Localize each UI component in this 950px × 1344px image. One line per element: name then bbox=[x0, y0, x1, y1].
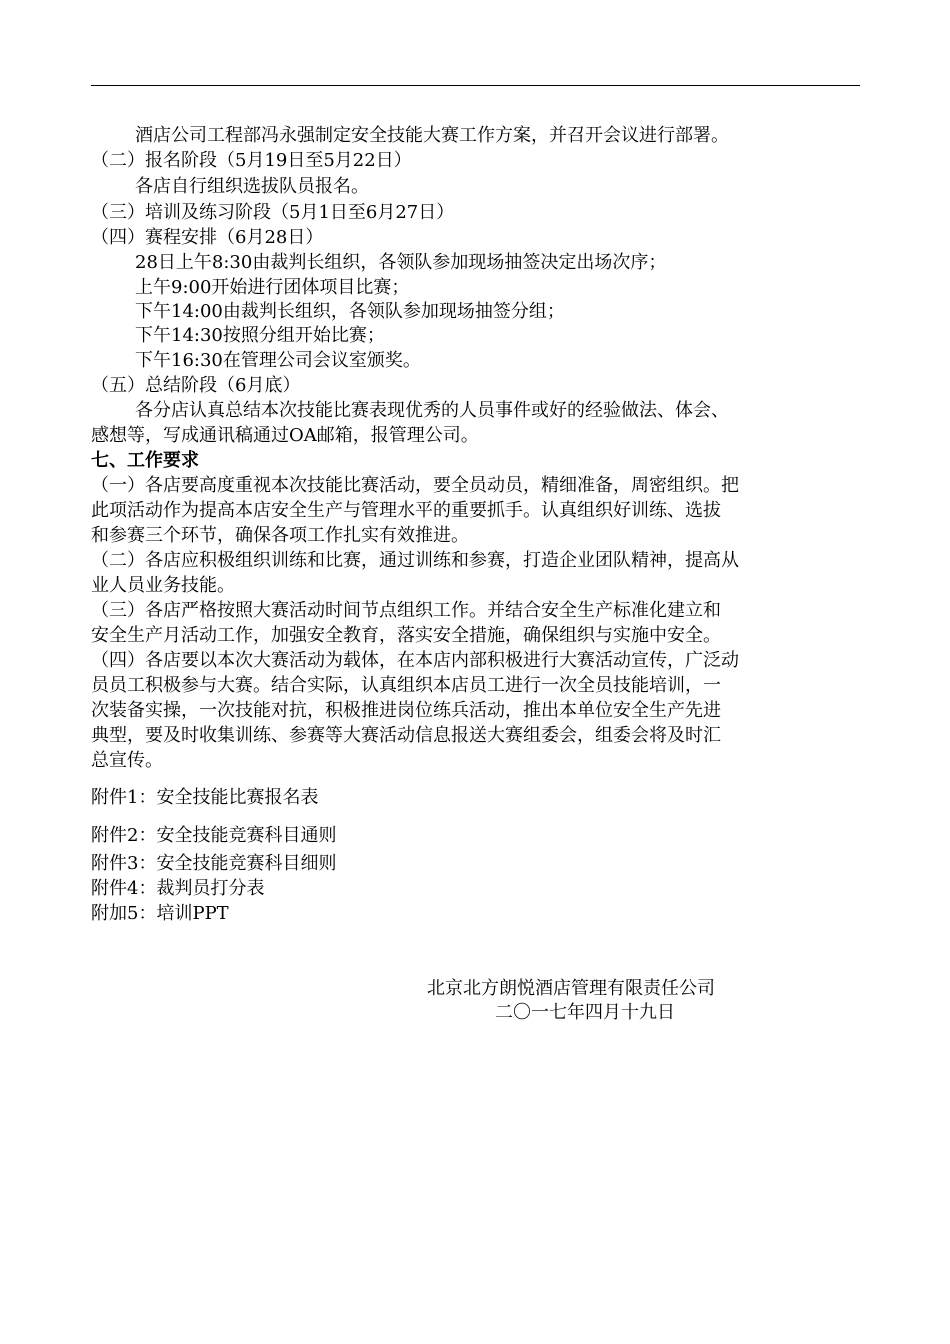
attachment-item: 附加5：培训PPT bbox=[91, 903, 229, 924]
attachment-item: 附件3：安全技能竞赛科目细则 bbox=[91, 853, 337, 874]
schedule-item: 下午16:30在管理公司会议室颁奖。 bbox=[135, 350, 421, 371]
requirement-line: 和参赛三个环节，确保各项工作扎实有效推进。 bbox=[91, 525, 469, 546]
requirement-line: 此项活动作为提高本店安全生产与管理水平的重要抓手。认真组织好训练、选拔 bbox=[91, 500, 721, 521]
signature-date: 二〇一七年四月十九日 bbox=[495, 1002, 675, 1023]
signature-company: 北京北方朗悦酒店管理有限责任公司 bbox=[427, 978, 715, 999]
schedule-item: 上午9:00开始进行团体项目比赛； bbox=[135, 277, 410, 298]
attachment-item: 附件1：安全技能比赛报名表 bbox=[91, 787, 319, 808]
requirement-line: （二）各店应积极组织训练和比赛，通过训练和参赛，打造企业团队精神，提高从 bbox=[91, 550, 739, 571]
stage4-title: （四）赛程安排（6月28日） bbox=[91, 227, 324, 248]
attachment-item: 附件4：裁判员打分表 bbox=[91, 878, 265, 899]
requirement-line: 次装备实操，一次技能对抗，积极推进岗位练兵活动，推出本单位安全生产先进 bbox=[91, 700, 721, 721]
requirement-line: 业人员业务技能。 bbox=[91, 575, 235, 596]
stage5-body-line: 感想等，写成通讯稿通过OA邮箱，报管理公司。 bbox=[91, 425, 479, 446]
requirement-line: 安全生产月活动工作，加强安全教育，落实安全措施，确保组织与实施中安全。 bbox=[91, 625, 721, 646]
requirement-line: 员员工积极参与大赛。结合实际，认真组织本店员工进行一次全员技能培训，一 bbox=[91, 675, 721, 696]
stage5-body-line: 各分店认真总结本次技能比赛表现优秀的人员事件或好的经验做法、体会、 bbox=[135, 400, 729, 421]
stage2-body: 各店自行组织选拔队员报名。 bbox=[135, 176, 369, 197]
section7-heading: 七、工作要求 bbox=[91, 450, 199, 471]
intro-paragraph: 酒店公司工程部冯永强制定安全技能大赛工作方案，并召开会议进行部署。 bbox=[135, 125, 729, 146]
attachment-item: 附件2：安全技能竞赛科目通则 bbox=[91, 825, 337, 846]
stage2-title: （二）报名阶段（5月19日至5月22日） bbox=[91, 150, 412, 171]
requirement-line: （一）各店要高度重视本次技能比赛活动，要全员动员，精细准备，周密组织。把 bbox=[91, 475, 739, 496]
header-rule bbox=[91, 85, 860, 86]
stage5-title: （五）总结阶段（6月底） bbox=[91, 375, 301, 396]
requirement-line: 总宣传。 bbox=[91, 750, 163, 771]
stage3-title: （三）培训及练习阶段（5月1日至6月27日） bbox=[91, 202, 455, 223]
requirement-line: （三）各店严格按照大赛活动时间节点组织工作。并结合安全生产标准化建立和 bbox=[91, 600, 721, 621]
requirement-line: （四）各店要以本次大赛活动为载体，在本店内部积极进行大赛活动宣传，广泛动 bbox=[91, 650, 739, 671]
requirement-line: 典型，要及时收集训练、参赛等大赛活动信息报送大赛组委会，组委会将及时汇 bbox=[91, 725, 721, 746]
schedule-item: 下午14:00由裁判长组织，各领队参加现场抽签分组； bbox=[135, 301, 565, 322]
schedule-item: 下午14:30按照分组开始比赛； bbox=[135, 325, 385, 346]
schedule-item: 28日上午8:30由裁判长组织，各领队参加现场抽签决定出场次序； bbox=[135, 252, 667, 273]
